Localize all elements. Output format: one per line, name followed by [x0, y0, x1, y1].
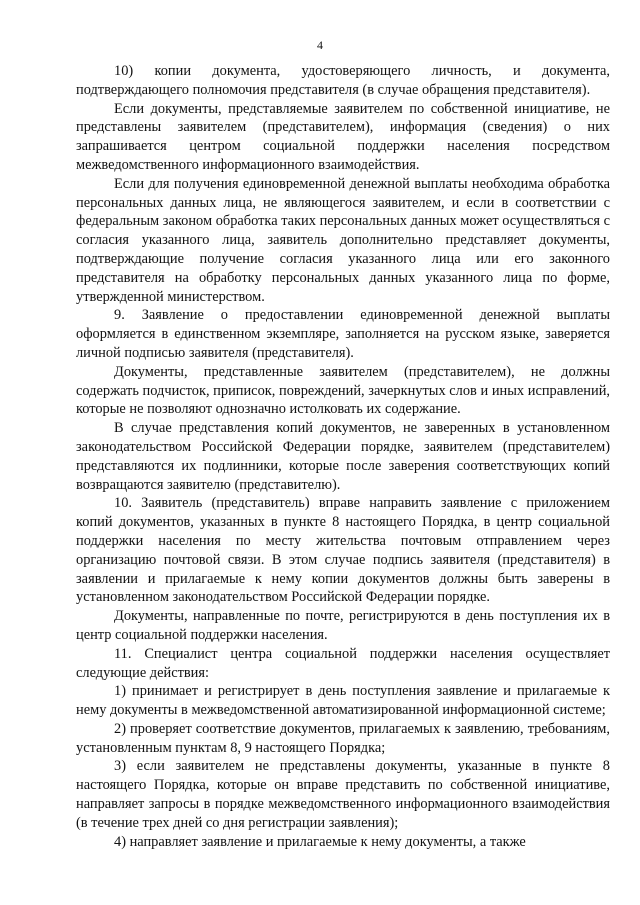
- paragraph: 2) проверяет соответствие документов, прилагаемых к заявлению, требованиям, установленным пунктам 8, 9 настоящего Порядка;: [76, 720, 610, 756]
- paragraph: 1) принимает и регистрирует в день поступления заявление и прилагаемые к нему документы в межведомственной автоматизированной информационной системе;: [76, 683, 610, 719]
- paragraph: Если документы, представляемые заявителем по собственной инициативе, не представлены заявителем (представителем), информация (сведения) о них запрашивается центром социальной поддержки населения посредством межведомственного информационного взаимодействия.: [76, 100, 610, 173]
- paragraph: 10) копии документа, удостоверяющего личность, и документа, подтверждающего полномочия представителя (в случае обращения представителя).: [76, 63, 610, 98]
- paragraph: 9. Заявление о предоставлении единовременной денежной выплаты оформляется в единственном экземпляре, заполняется на русском языке, заверяется личной подписью заявителя (представителя).: [76, 307, 610, 361]
- paragraph: 3) если заявителем не представлены документы, указанные в пункте 8 настоящего Порядка, которые он вправе представить по собственной инициативе, направляет запросы в порядке межведомственного информационного взаимодействия (в течение трех дней со дня регистрации заявления);: [76, 758, 610, 831]
- paragraph: В случае представления копий документов, не заверенных в установленном законодательством Российской Федерации порядке, заявителем (представителем) представляются их подлинники, которые после заверения соответствующих копий возвращаются заявителю (представителю).: [76, 420, 610, 493]
- paragraph: Документы, направленные по почте, регистрируются в день поступления их в центр социальной поддержки населения.: [76, 608, 610, 643]
- paragraph: 10. Заявитель (представитель) вправе направить заявление с приложением копий документов, указанных в пункте 8 настоящего Порядка, в центр социальной поддержки населения по месту жительства почтовым отправлением через организацию почтовой связи. В этом случае подпись заявителя (представителя) в заявлении и прилагаемые к нему копии документов должны быть заверены в установленном законодательством Российской Федерации порядке.: [76, 495, 610, 606]
- paragraph: 4) направляет заявление и прилагаемые к нему документы, а также: [114, 833, 526, 850]
- paragraph: Если для получения единовременной денежной выплаты необходима обработка персональных данных лица, не являющегося заявителем, и если в соответствии с федеральным законом обработка таких персональных данных может осуществляться с согласия указанного лица, заявитель дополнительно представляет документы, подтверждающие получение согласия указанного лица или его законного представителя на обработку персональных данных указанного лица по форме, утвержденной министерством.: [76, 175, 610, 305]
- paragraph: 11. Специалист центра социальной поддержки населения осуществляет следующие действия:: [76, 645, 610, 681]
- document-body: [76, 62, 610, 851]
- page-number: 4: [317, 38, 323, 52]
- paragraph: Документы, представленные заявителем (представителем), не должны содержать подчисток, приписок, повреждений, зачеркнутых слов и иных исправлений, которые не позволяют однозначно истолковать их содержание.: [76, 363, 610, 418]
